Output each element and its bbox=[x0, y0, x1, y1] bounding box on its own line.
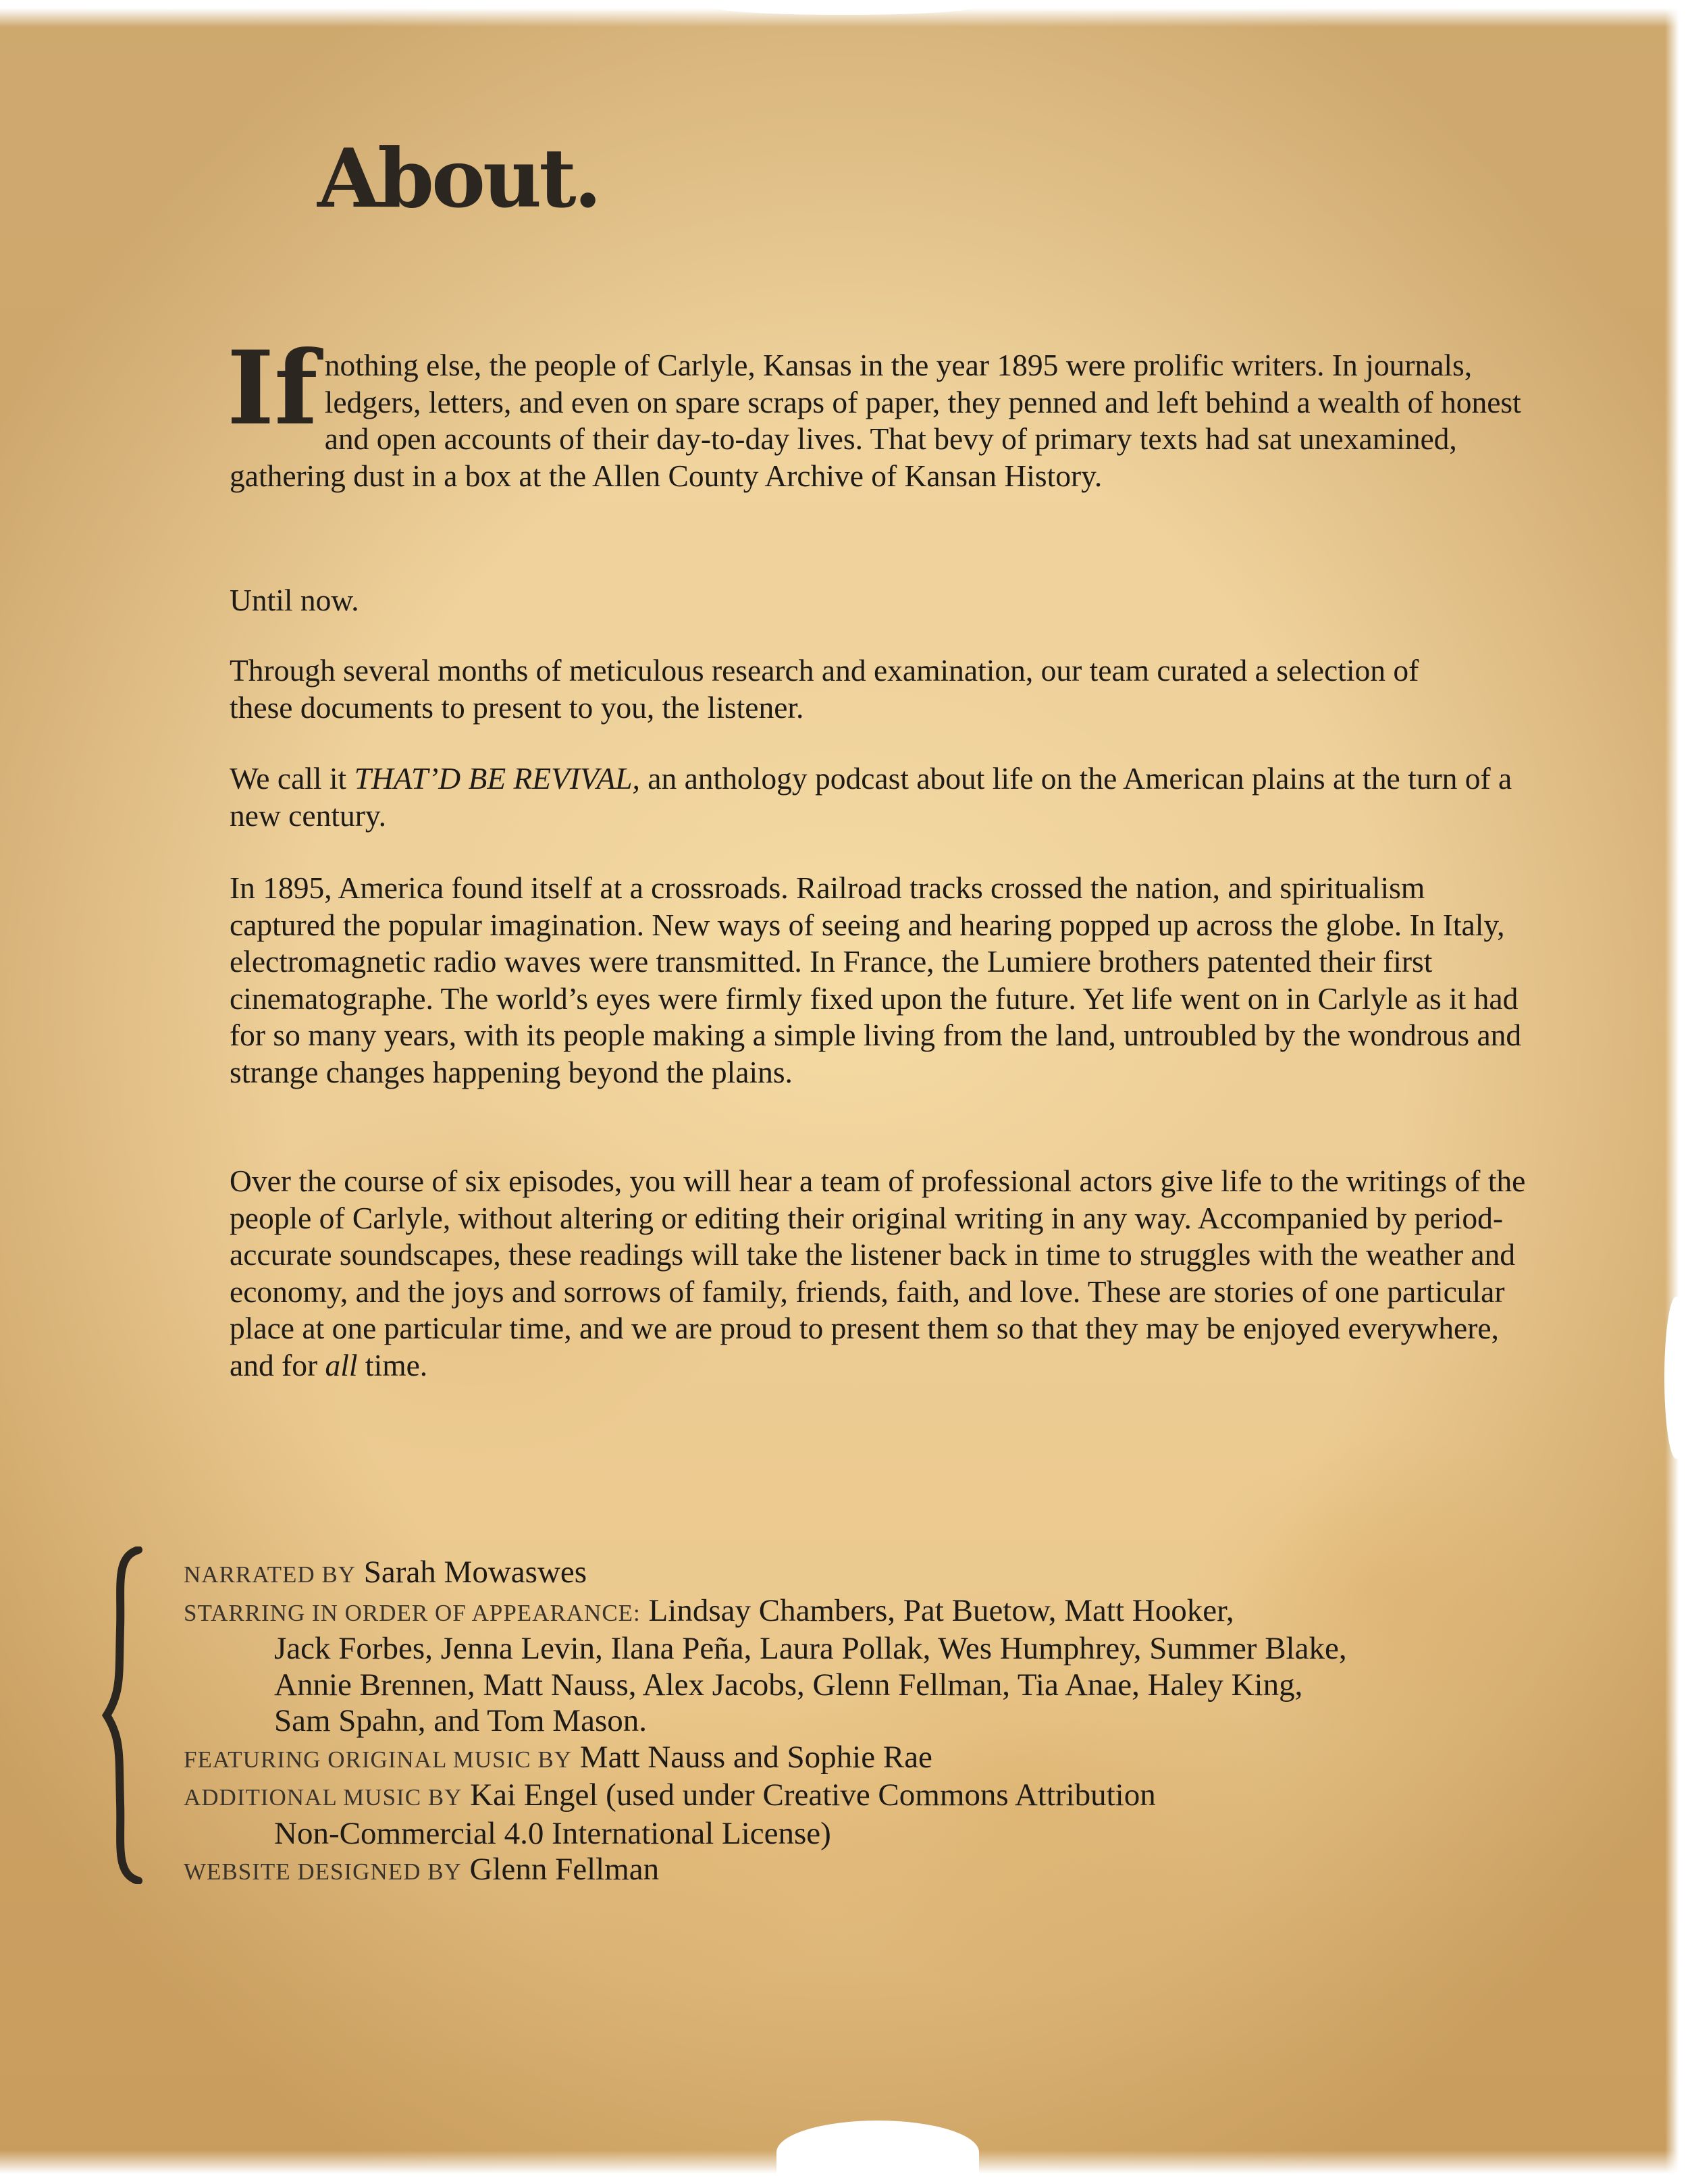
credit-additional-music bbox=[184, 1777, 1635, 1816]
music-label: FEATURING ORIGINAL MUSIC BY bbox=[184, 1746, 573, 1773]
credit-website bbox=[184, 1852, 1635, 1890]
additional-music-line-2: Non-Commercial 4.0 International License) bbox=[274, 1815, 831, 1851]
starring-line-2: Jack Forbes, Jenna Levin, Ilana Peña, Laura Pollak, Wes Humphrey, Summer Blake, bbox=[274, 1631, 1347, 1666]
starring-line-4: Sam Spahn, and Tom Mason. bbox=[274, 1703, 647, 1738]
podcast-title: THAT’D BE REVIVAL, bbox=[354, 761, 640, 796]
narrated-value: Sarah Mowaswes bbox=[356, 1555, 587, 1590]
page-heading: About. bbox=[317, 131, 600, 226]
research-text: Through several months of meticulous research and examination, our team curated a selection of these documents to present to you, the listener. bbox=[230, 653, 1419, 725]
paper-tear-bottom bbox=[776, 2121, 979, 2184]
history-paragraph bbox=[230, 870, 1533, 1091]
additional-music-label: ADDITIONAL MUSIC BY bbox=[184, 1784, 463, 1811]
additional-music-value: Kai Engel (used under Creative Commons Attribution bbox=[462, 1777, 1156, 1813]
research-paragraph bbox=[230, 652, 1458, 726]
history-text: In 1895, America found itself at a crossroads. Railroad tracks crossed the nation, and spiritualism captured the popular imagination. New ways of seeing and hearing popped up across the globe. In Italy, electromagnetic radio waves were transmitted. In France, the Lumiere brothers patented their first cinematographe. The world’s eyes were firmly fixed upon the future. Yet life went on in Carlyle as it had for so many years, with its people making a simple living from the land, untroubled by the wondrous and strange changes happening beyond the plains. bbox=[230, 870, 1522, 1089]
until-now-paragraph bbox=[230, 582, 1533, 619]
credit-music bbox=[184, 1740, 1635, 1778]
starring-value: Lindsay Chambers, Pat Buetow, Matt Hooker, bbox=[640, 1592, 1234, 1628]
narrated-label: NARRATED BY bbox=[184, 1561, 357, 1588]
intro-paragraph bbox=[227, 329, 1533, 494]
paper-tear-top bbox=[716, 0, 972, 15]
episodes-paragraph bbox=[230, 1163, 1533, 1384]
paper-tear-right bbox=[1664, 1297, 1688, 1459]
podcast-title-paragraph bbox=[230, 760, 1533, 834]
episodes-emphasis: all bbox=[325, 1347, 358, 1382]
title-intro-text: We call it bbox=[230, 761, 354, 796]
credit-starring bbox=[184, 1593, 1635, 1632]
episodes-end-text: time. bbox=[357, 1347, 428, 1382]
website-label: WEBSITE DESIGNED BY bbox=[184, 1858, 462, 1885]
curly-brace-ornament bbox=[101, 1546, 149, 1884]
drop-cap: If bbox=[227, 329, 318, 448]
website-value: Glenn Fellman bbox=[461, 1852, 660, 1887]
until-now-text: Until now. bbox=[230, 583, 359, 617]
title-description-text: an anthology podcast about life on the American plains at the turn of a new century. bbox=[230, 761, 1512, 833]
paper-right-edge bbox=[1665, 0, 1688, 2184]
music-value: Matt Nauss and Sophie Rae bbox=[572, 1739, 932, 1775]
episodes-text: Over the course of six episodes, you will hear a team of professional actors give life to the writings of the people of Carlyle, without altering or editing their original writing in any way. Accompanied by period-accurate soundscapes, these readings will take the listener back in time to struggles with the weather and economy, and the joys and sorrows of family, friends, faith, and love. These are stories of one particular place at one particular time, and we are proud to present them so that they may be enjoyed everywhere, and for bbox=[230, 1164, 1526, 1382]
starring-label: STARRING IN ORDER OF APPEARANCE: bbox=[184, 1599, 641, 1626]
starring-line-3: Annie Brennen, Matt Nauss, Alex Jacobs, Glenn Fellman, Tia Anae, Haley King, bbox=[274, 1667, 1303, 1702]
credits-block bbox=[184, 1555, 1635, 1890]
intro-text: nothing else, the people of Carlyle, Kansas in the year 1895 were prolific writers. In journals, ledgers, letters, and even on spare scraps of paper, they penned and left behind a wealth of honest and open accounts of their day-to-day lives. That bevy of primary texts had sat unexamined, gathering dust in a box at the Allen County Archive of Kansan History. bbox=[230, 348, 1521, 493]
credit-narrated bbox=[184, 1555, 1635, 1593]
